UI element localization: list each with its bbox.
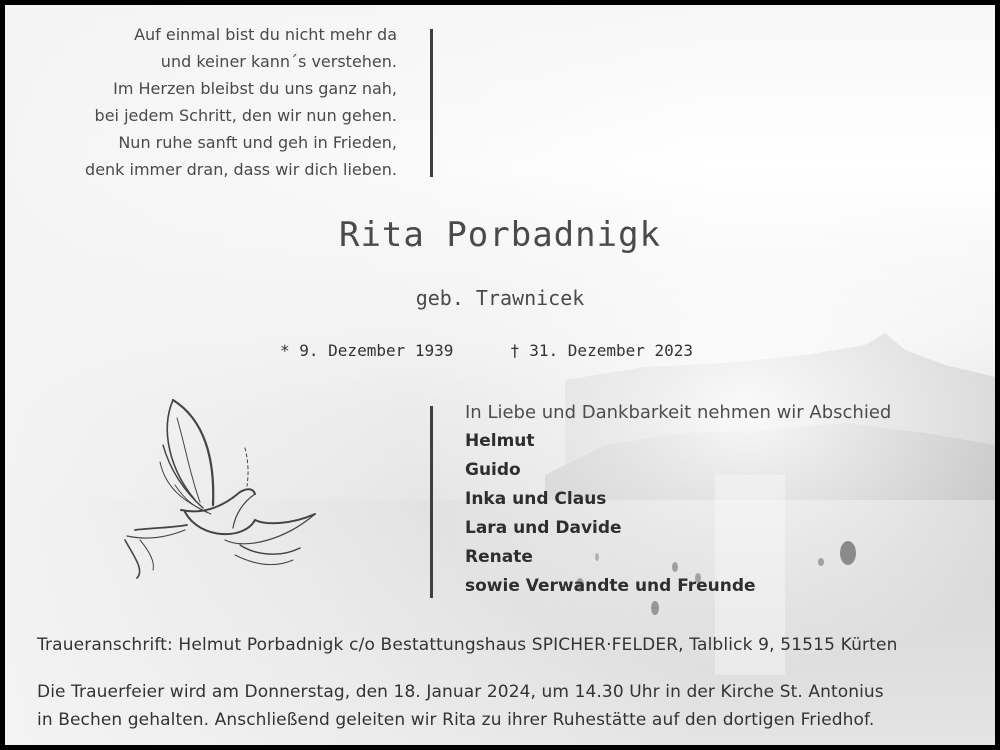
mourners-block xyxy=(465,398,891,601)
birth-date: * 9. Dezember 1939 xyxy=(280,341,454,360)
deceased-name: Rita Porbadnigk xyxy=(338,215,662,255)
birth-name: geb. Trawnicek xyxy=(415,286,585,310)
mourner-name: Guido xyxy=(465,460,521,480)
dove-icon xyxy=(115,390,330,590)
farewell-intro: In Liebe und Dankbarkeit nehmen wir Abschied xyxy=(465,402,892,423)
poem-line: Auf einmal bist du nicht mehr da xyxy=(134,25,397,44)
poem-line: denk immer dran, dass wir dich lieben. xyxy=(85,160,397,179)
ceremony-line: Die Trauerfeier wird am Donnerstag, den 18. Januar 2024, um 14.30 Uhr in der Kirche St. Antonius xyxy=(37,682,884,702)
poem xyxy=(45,21,397,183)
ceremony-line: in Bechen gehalten. Anschließend geleiten wir Rita zu ihrer Ruhestätte auf den dortigen Friedhof. xyxy=(37,710,875,730)
poem-line: Nun ruhe sanft und geh in Frieden, xyxy=(118,133,397,152)
mourning-address: Traueranschrift: Helmut Porbadnigk c/o Bestattungshaus SPICHER·FELDER, Talblick 9, 51515 Kürten xyxy=(37,635,898,655)
poem-line: und keiner kann´s verstehen. xyxy=(160,52,397,71)
poem-line: Im Herzen bleibst du uns ganz nah, xyxy=(113,79,397,98)
death-date: † 31. Dezember 2023 xyxy=(510,341,694,360)
mourners-divider xyxy=(430,406,433,598)
mourner-name: sowie Verwandte und Freunde xyxy=(465,576,756,596)
mourner-name: Renate xyxy=(465,547,533,567)
obituary-card xyxy=(5,5,995,745)
ceremony-notice xyxy=(37,678,884,734)
poem-divider xyxy=(430,29,433,177)
poem-line: bei jedem Schritt, den wir nun gehen. xyxy=(94,106,397,125)
mourner-name: Inka und Claus xyxy=(465,489,607,509)
mourner-name: Lara und Davide xyxy=(465,518,622,538)
mourner-name: Helmut xyxy=(465,431,535,451)
